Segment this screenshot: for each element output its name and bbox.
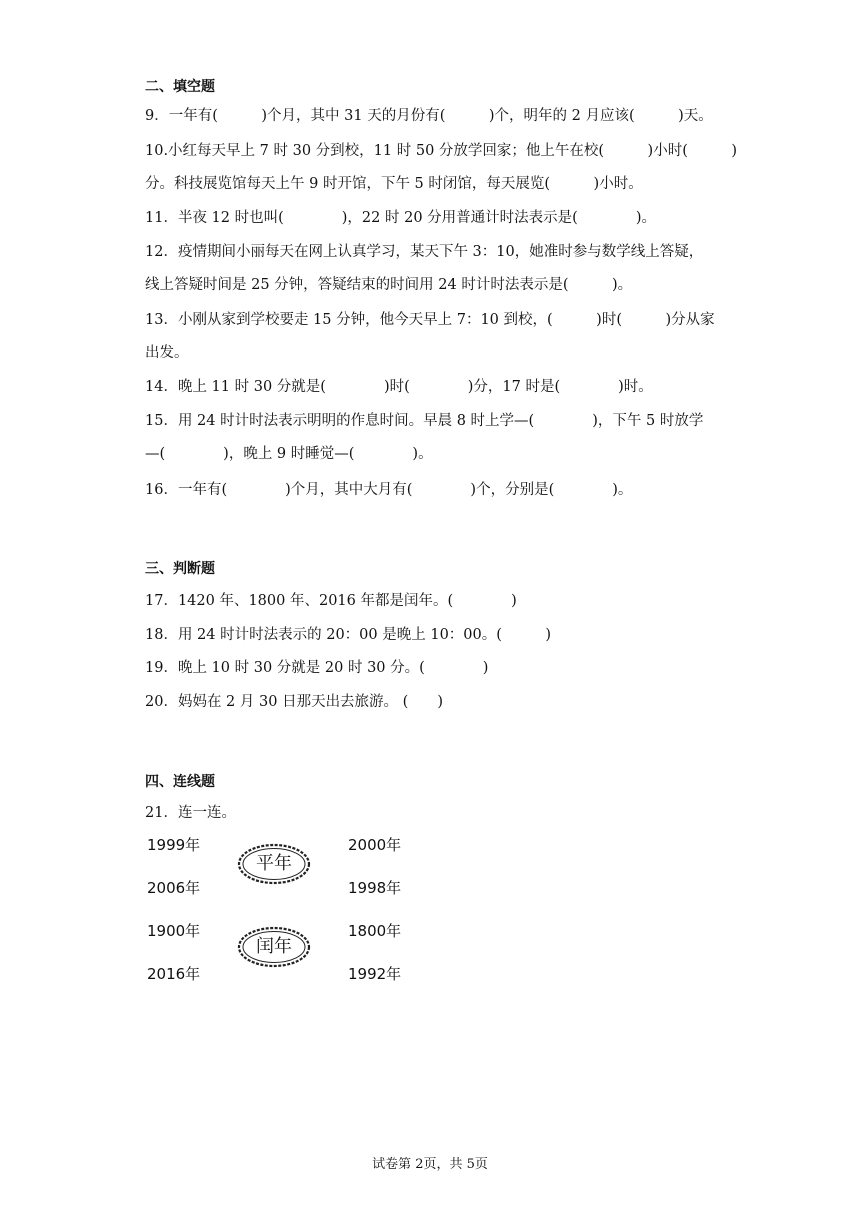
question-9: 9．一年有( )个月，其中 31 天的月份有( )个，明年的 2 月应该( )天。	[145, 108, 713, 124]
right-year-label: 1998年	[348, 879, 402, 897]
right-year-label: 1800年	[348, 922, 402, 940]
question-15-line-2: —( )，晚上 9 时睡觉—( )。	[145, 446, 433, 462]
question-21: 21．连一连。	[145, 805, 236, 821]
left-year-label: 2016年	[147, 965, 201, 983]
leap-year-oval	[237, 926, 311, 968]
section-heading-fill-in: 二、填空题	[145, 79, 215, 95]
common-year-text: 平年	[256, 853, 292, 874]
right-year-label: 1992年	[348, 965, 402, 983]
left-year-label: 1999年	[147, 836, 201, 854]
question-17: 17．1420 年、1800 年、2016 年都是闰年。( )	[145, 593, 517, 609]
question-10-line-2: 分。科技展览馆每天上午 9 时开馆，下午 5 时闭馆，每天展览( )小时。	[145, 176, 643, 192]
question-18: 18．用 24 时计时法表示的 20：00 是晚上 10：00。( )	[145, 627, 552, 643]
section-heading-matching: 四、连线题	[145, 774, 215, 790]
question-12-line-2: 线上答疑时间是 25 分钟，答疑结束的时间用 24 时计时法表示是( )。	[145, 277, 633, 293]
right-year-label: 2000年	[348, 836, 402, 854]
question-14: 14．晚上 11 时 30 分就是( )时( )分，17 时是( )时。	[145, 379, 653, 395]
question-20: 20．妈妈在 2 月 30 日那天出去旅游。 ( )	[145, 694, 443, 710]
question-10-line-1: 10.小红每天早上 7 时 30 分到校，11 时 50 分放学回家；他上午在校( )小时( )	[145, 143, 738, 159]
question-12-line-1: 12．疫情期间小丽每天在网上认真学习，某天下午 3：10，她准时参与数学线上答疑，	[145, 244, 704, 260]
leap-year-text: 闰年	[256, 936, 292, 957]
question-19: 19．晚上 10 时 30 分就是 20 时 30 分。( )	[145, 660, 489, 676]
question-16: 16．一年有( )个月，其中大月有( )个，分别是( )。	[145, 482, 633, 498]
page-footer: 试卷第 2页，共 5页	[372, 1157, 488, 1172]
section-heading-true-false: 三、判断题	[145, 561, 215, 577]
question-13-line-2: 出发。	[145, 345, 189, 361]
common-year-oval	[237, 843, 311, 885]
question-13-line-1: 13．小刚从家到学校要走 15 分钟，他今天早上 7：10 到校，( )时( )分从家	[145, 312, 715, 328]
left-year-label: 1900年	[147, 922, 201, 940]
question-15-line-1: 15．用 24 时计时法表示明明的作息时间。早晨 8 时上学—( )，下午 5 时放学	[145, 413, 704, 429]
question-11: 11．半夜 12 时也叫( )，22 时 20 分用普通计时法表示是( )。	[145, 210, 656, 226]
left-year-label: 2006年	[147, 879, 201, 897]
